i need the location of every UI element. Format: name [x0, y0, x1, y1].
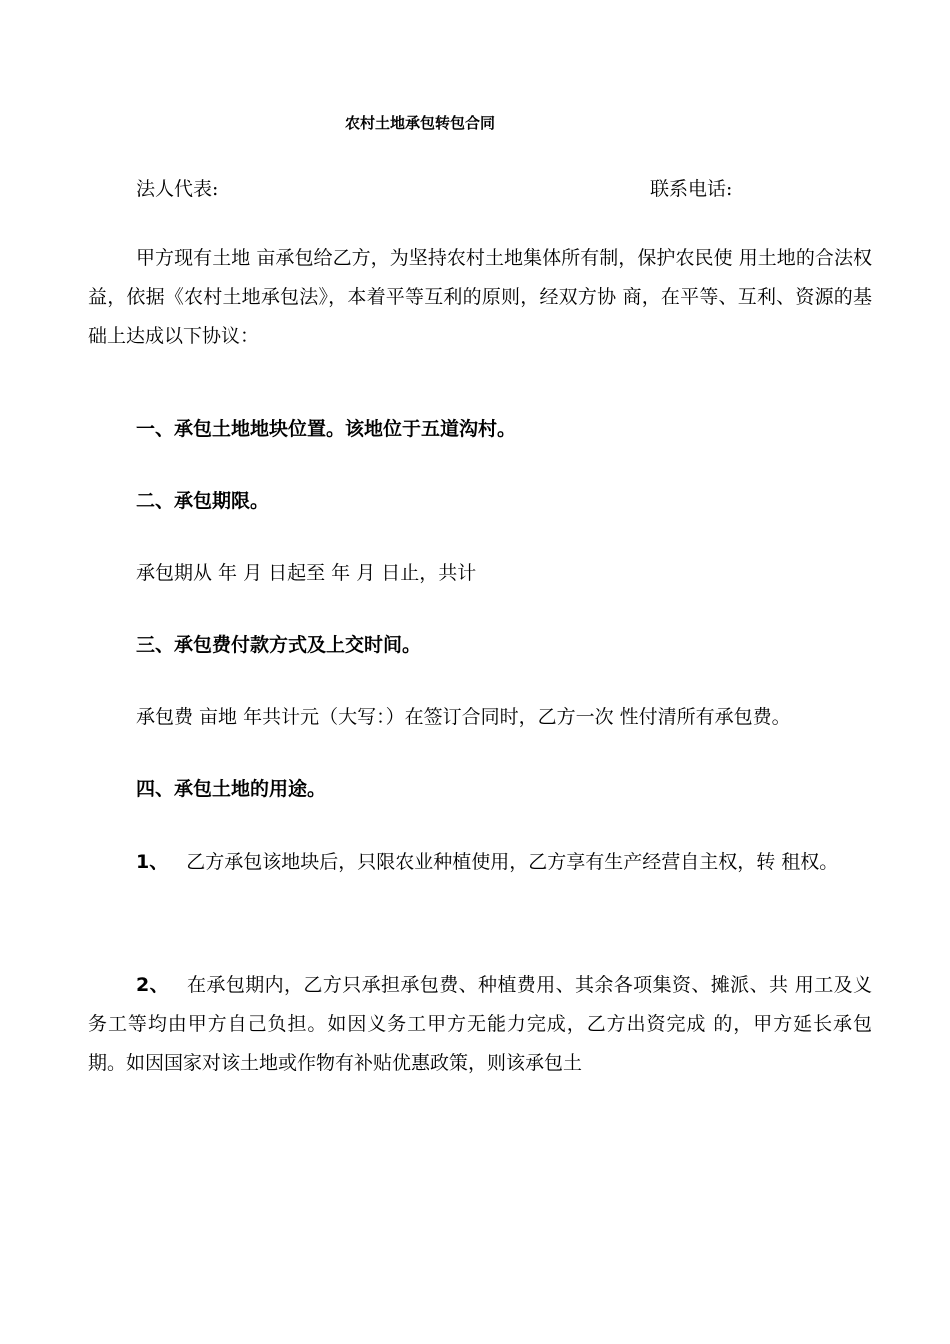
- phone-label: 联系电话:: [650, 178, 733, 200]
- section1-heading: 一、承包土地地块位置。该地位于五道沟村。: [136, 418, 517, 440]
- legal-rep-label: 法人代表:: [136, 178, 219, 200]
- section4-heading: 四、承包土地的用途。: [136, 778, 327, 800]
- item2-number: 2、: [136, 974, 170, 996]
- item2-text: 在承包期内，乙方只承担承包费、种植费用、其余各项集资、摊派、共 用工及义务工等均由甲方自己负担。如因义务工甲方无能力完成，乙方出资完成 的，甲方延长承包期。如因国家对该土地或作物有补贴优惠政策，则该承包土: [88, 974, 872, 1074]
- item1-text: 乙方承包该地块后，只限农业种植使用，乙方享有生产经营自主权，转 租权。: [186, 851, 839, 873]
- item1-number: 1、: [136, 851, 169, 873]
- section3-text: 承包费 亩地 年共计元（大写：）在签订合同时，乙方一次 性付清所有承包费。: [136, 706, 791, 728]
- section2-heading: 二、承包期限。: [136, 490, 270, 512]
- section3-heading: 三、承包费付款方式及上交时间。: [136, 634, 422, 656]
- section2-text: 承包期从 年 月 日起至 年 月 日止，共计: [136, 562, 477, 584]
- item1-paragraph: [88, 843, 872, 882]
- intro-paragraph: 甲方现有土地 亩承包给乙方，为坚持农村土地集体所有制，保护农民使 用土地的合法权益，依据《农村土地承包法》，本着平等互利的原则，经双方协 商，在平等、互利、资源的基础上达成以下协议：: [88, 247, 872, 347]
- document-title: 农村土地承包转包合同: [344, 114, 495, 132]
- representative-row: [136, 174, 776, 202]
- item2-paragraph: [88, 966, 872, 1083]
